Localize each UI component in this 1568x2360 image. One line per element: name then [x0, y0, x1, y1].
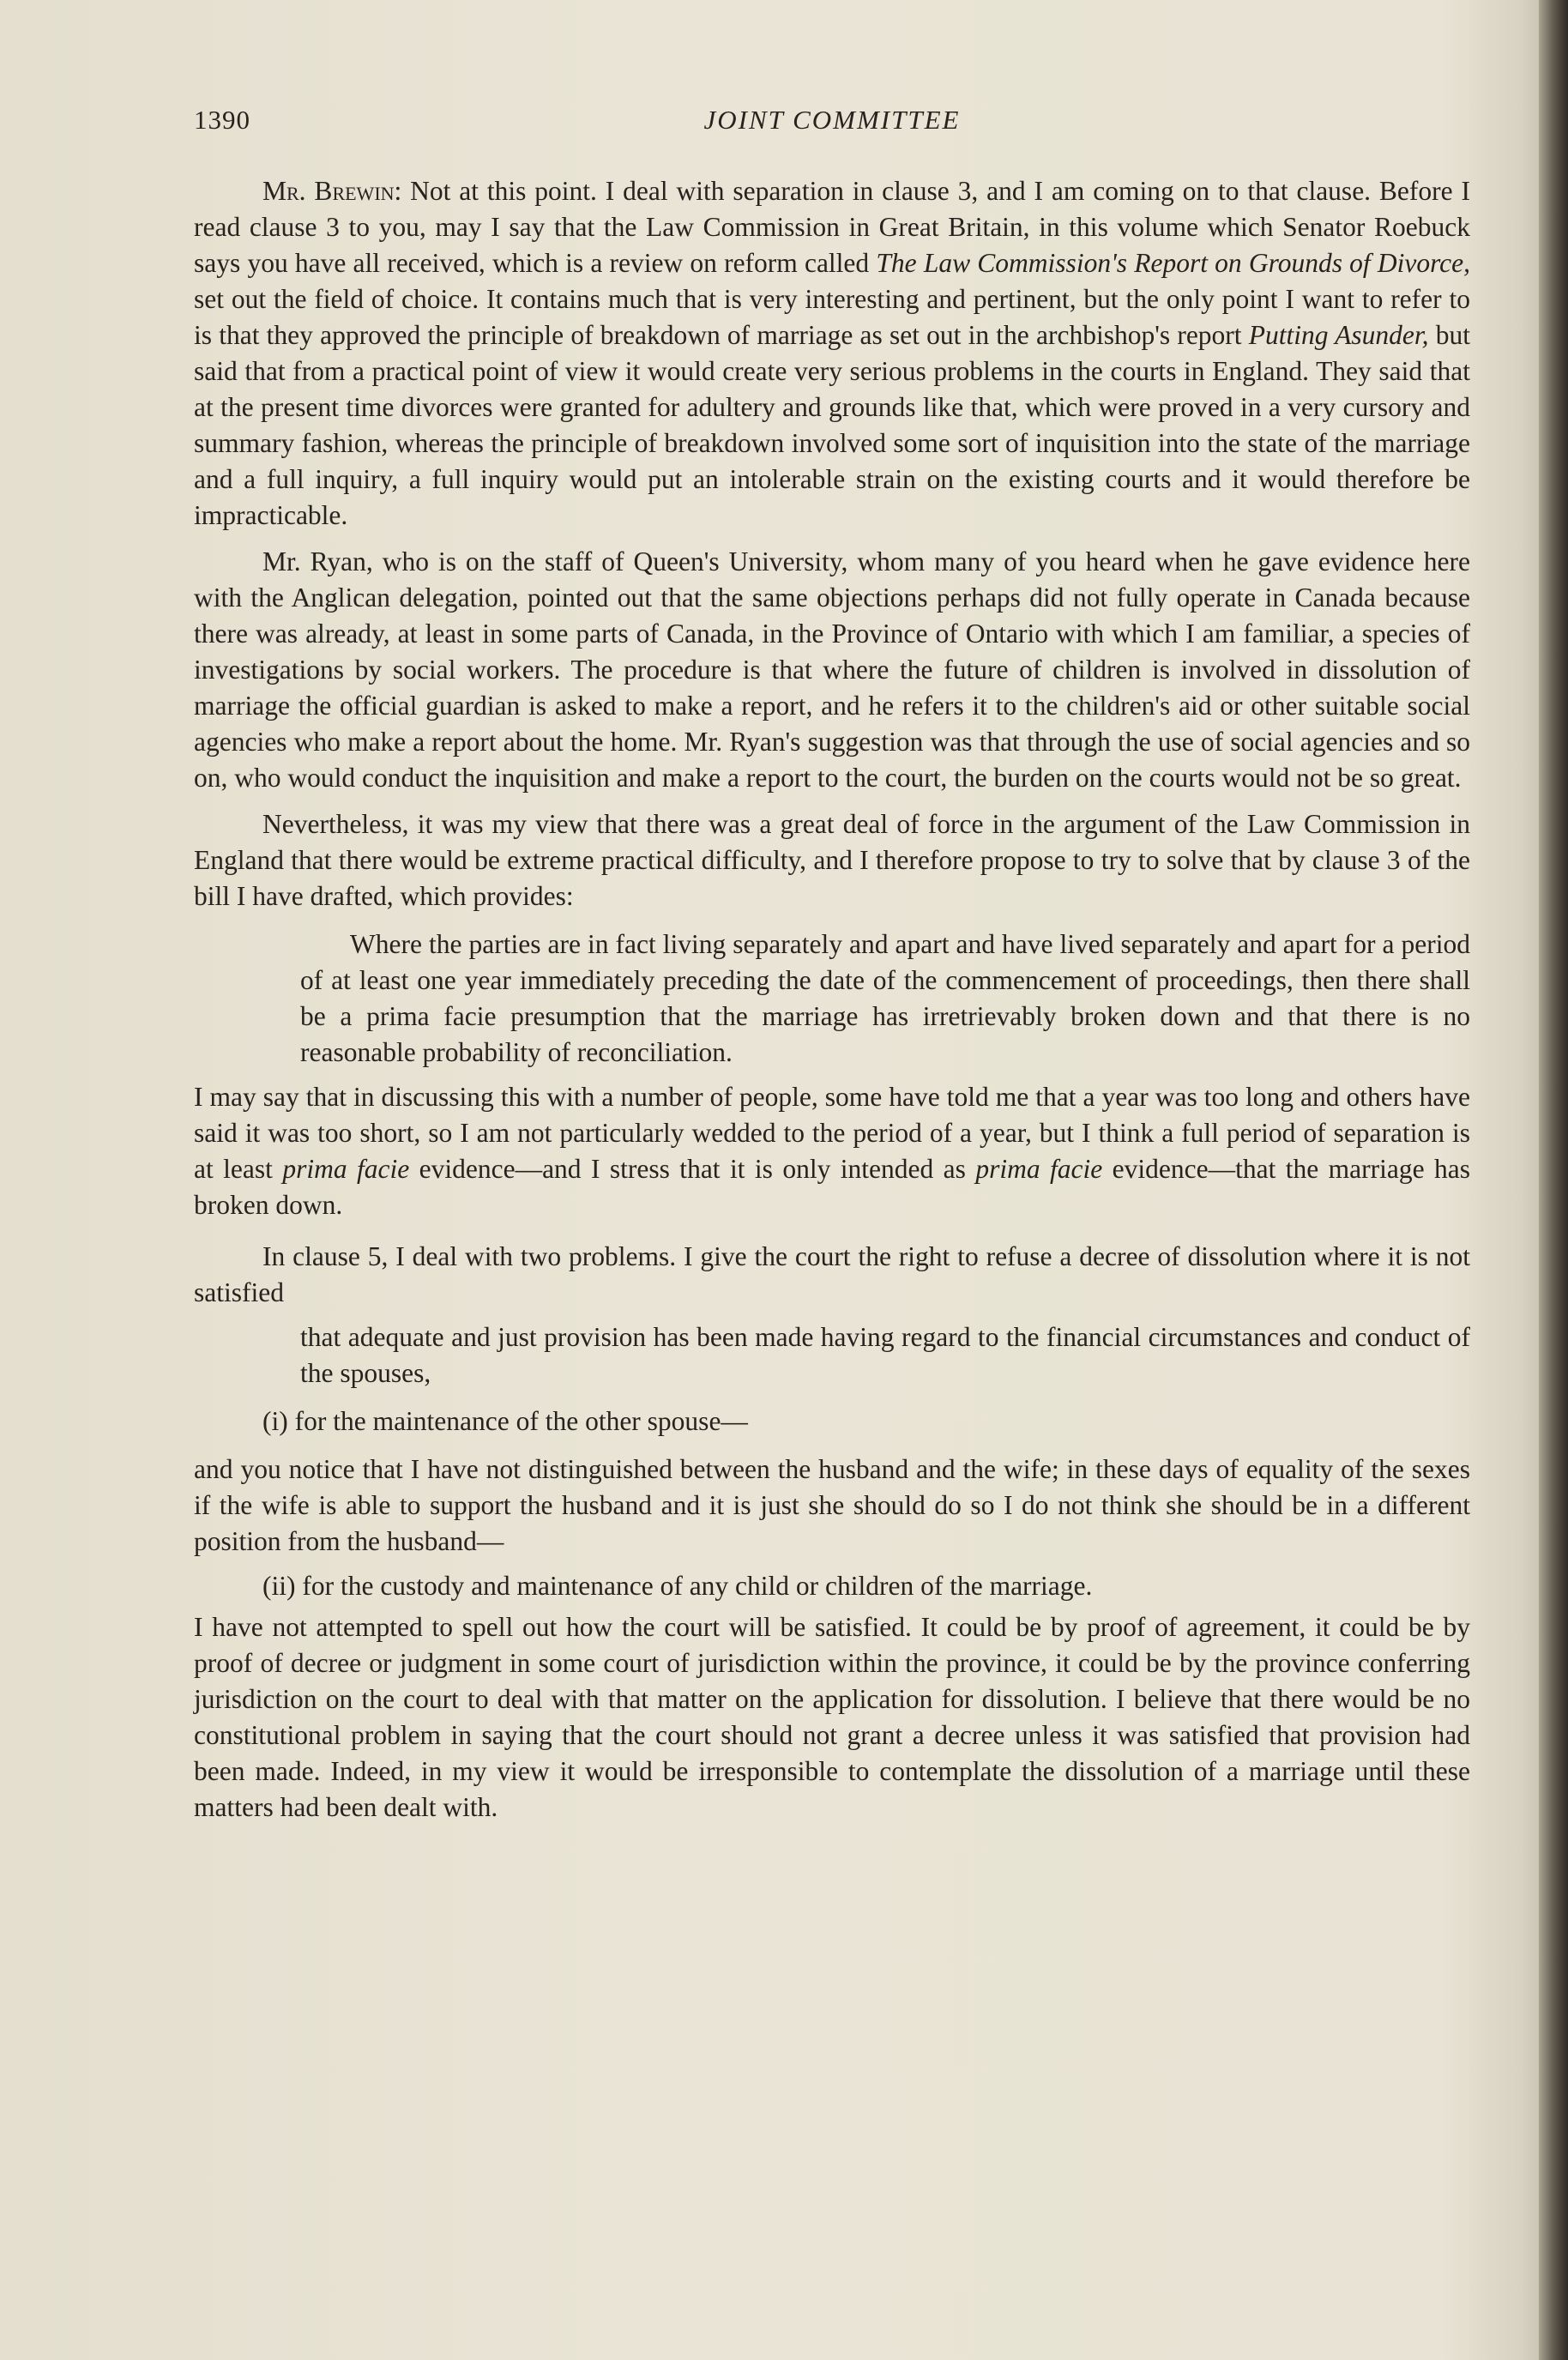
paragraph-7: I have not attempted to spell out how the court will be satisfied. It could be by proof of agreement, it could be by proof of decree or judgment in some court of jurisdiction within the province, it could be by the province conferring jurisdiction on the court to deal with that matter on the application for dissolution. I believe that there would be no constitutional problem in saying that the court should not grant a decree unless it was satisfied that provision had been made. Indeed, in my view it would be irresponsible to contemplate the dissolution of a marriage until these matters had been dealt with. — [194, 1612, 1470, 1822]
paragraph-4-text-a: I may say that in discussing this with a number of people, some have told me that a year was too long and others have said it was too short, so I am not particularly wedded to the period of a year, but I think a full period of separation is at least — [194, 1082, 1470, 1184]
paragraph-4-text-c: evidence—that the marriage has broken down. — [194, 1154, 1470, 1220]
paragraph-3: Nevertheless, it was my view that there was a great deal of force in the argument of the Law Commission in England that there would be extreme practical difficulty, and I therefore propose to try to solve that by clause 3 of the bill I have drafted, which provides: — [194, 809, 1470, 911]
paragraph-6: and you notice that I have not distinguished between the husband and the wife; in these days of equality of the sexes if the wife is able to support the husband and it is just she should do so I do not think she should be in a different position from the husband— — [194, 1454, 1470, 1556]
paragraph-1-text-c: but said that from a practical point of view it would create very serious problems in the courts in England. They said that at the present time divorces were granted for adultery and grounds like that, which were proved in a very cursory and summary fashion, whereas the principle of breakdown involved some sort of inquisition into the state of the marriage and a full inquiry, a full inquiry would put an intolerable strain on the existing courts and it would therefore be impracticable. — [194, 320, 1470, 530]
report-title: The Law Commission's Report on Grounds of Divorce, — [876, 248, 1471, 278]
page-content — [194, 94, 1470, 1826]
speaker-name: Mr. Brewin — [262, 176, 395, 206]
paragraph-2: Mr. Ryan, who is on the staff of Queen's University, whom many of you heard when he gave evidence here with the Anglican delegation, pointed out that the same objections perhaps did not fully operate in Canada because there was already, at least in some parts of Canada, in the Province of Ontario with which I am familiar, a species of investigations by social workers. The procedure is that where the future of children is involved in dissolution of marriage the official guardian is asked to make a report, and he refers it to the children's aid or other suitable social agencies who make a report about the home. Mr. Ryan's suggestion was that through the use of social agencies and so on, who would conduct the inquisition and make a report to the court, the burden on the courts would not be so great. — [194, 546, 1470, 793]
paragraph-1 — [194, 173, 1470, 534]
latin-term-1: prima facie — [282, 1154, 410, 1184]
paragraph-1-text-b: set out the field of choice. It contains much that is very interesting and pertinent, but the only point I want to refer to is that they approved the principle of breakdown of marriage as set out in the archbishop's report — [194, 284, 1470, 350]
quoted-clause-3: Where the parties are in fact living separately and apart and have lived separately and apart for a period of at least one year immediately preceding the date of the commencement of proceedings, then there shall be a prima facie presumption that the marriage has irretrievably broken down and that there is no reasonable probability of reconciliation. — [300, 929, 1470, 1067]
latin-term-2: prima facie — [975, 1154, 1103, 1184]
paragraph-1-text-a: : Not at this point. I deal with separation in clause 3, and I am coming on to that clause. Before I read clause 3 to you, may I say that the Law Commission in Great Britain, in this volume which Senator Roebuck says you have all received, which is a review on reform called — [194, 176, 1470, 278]
paragraph-4 — [194, 1079, 1470, 1223]
quoted-clause-5: that adequate and just provision has been made having regard to the financial circumstances and conduct of the spouses, — [300, 1322, 1470, 1388]
paragraph-5: In clause 5, I deal with two problems. I give the court the right to refuse a decree of dissolution where it is not satisfied — [194, 1241, 1470, 1307]
running-head: JOINT COMMITTEE — [703, 105, 961, 135]
clause-item-ii: (ii) for the custody and maintenance of any child or children of the marriage. — [262, 1571, 1093, 1601]
clause-item-i: (i) for the maintenance of the other spouse— — [262, 1406, 748, 1436]
page-header — [194, 94, 1470, 146]
report-title-2: Putting Asunder, — [1248, 320, 1429, 350]
book-binding-edge — [1539, 0, 1568, 2360]
page-number: 1390 — [194, 105, 250, 135]
paragraph-4-text-b: evidence—and I stress that it is only intended as — [409, 1154, 976, 1184]
